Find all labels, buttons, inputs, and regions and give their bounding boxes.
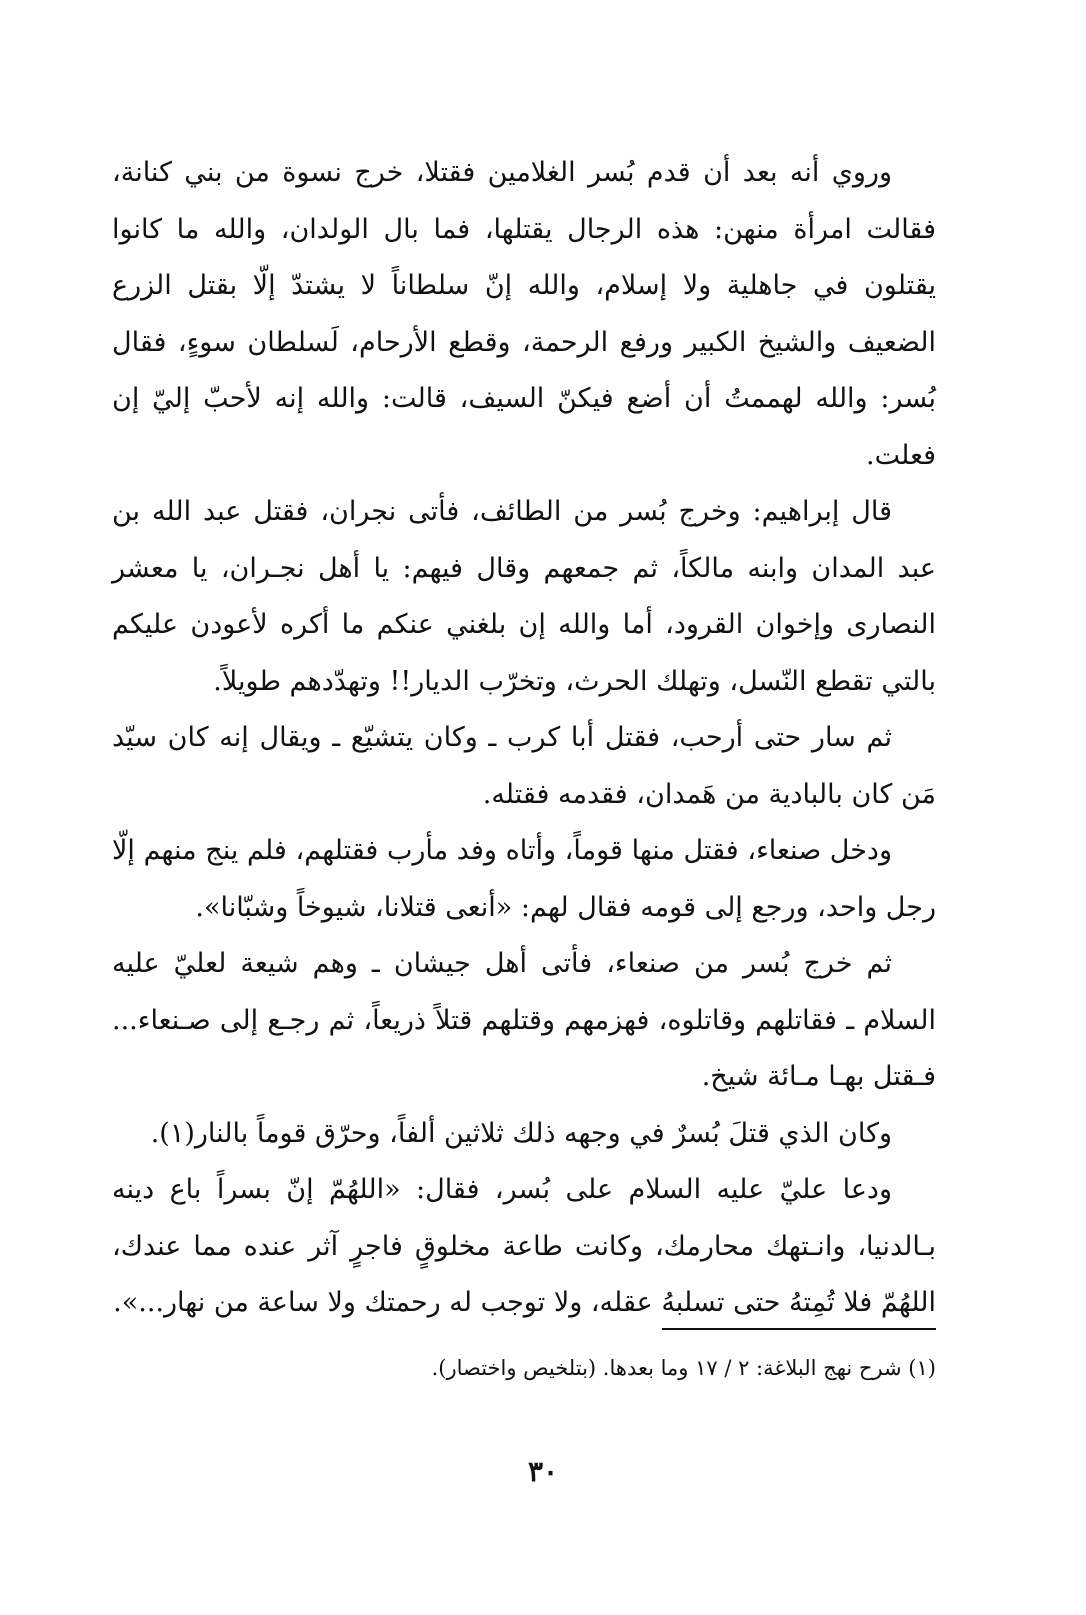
paragraph-1: وروي أنه بعد أن قدم بُسر الغلامين فقتلا، خرج نسوة من بني كنانة، فقالت امرأة منهن: هذه الرجال يقتلها، فما بال الولدان، والله ما كانوا يقتلون في جاهلية ولا إسلام، والله إنّ سلطاناً لا يشتدّ إلّا بقتل الزرع الضعيف والشيخ الكبير ورفع الرحمة، وقطع الأرحام، لَسلطان سوءٍ، فقال بُسر: والله لهممتُ أن أضع فيكنّ السيف، قالت: والله إنه لأحبّ إليّ إن فعلت. [112, 157, 936, 471]
footnote-separator [662, 1328, 936, 1330]
paragraph-4: ودخل صنعاء، فقتل منها قوماً، وأتاه وفد مأرب فقتلهم، فلم ينج منهم إلّا رجل واحد، ورجع إلى قومه فقال لهم: «أنعى قتلانا، شيوخاً وشبّانا». [112, 835, 936, 923]
page-number: ٣٠ [527, 1455, 559, 1488]
paragraph-7: ودعا عليّ عليه السلام على بُسر، فقال: «اللهُمّ إنّ بسراً باع دينه بـالدنيا، وانـتهك محارمك، وكانت طاعة مخلوقٍ فاجرٍ آثر عنده مما عندك، اللهُمّ فلا تُمِتهُ حتى تسلبهُ عقله، ولا توجب له رحمتك ولا ساعة من نهار...». [112, 1174, 936, 1318]
main-text [112, 145, 936, 1332]
footnote: (١) شرح نهج البلاغة: ٢ / ١٧ وما بعدها. (بتلخيص واختصار). [431, 1356, 936, 1380]
paragraph-2: قال إبراهيم: وخرج بُسر من الطائف، فأتى نجران، فقتل عبد الله بن عبد المدان وابنه مالكاً، ثم جمعهم وقال فيهم: يا أهل نجـران، يا معشر النصارى وإخوان القرود، أما والله إن بلغني عنكم ما أكره لأعودن عليكم بالتي تقطع النّسل، وتهلك الحرث، وتخرّب الديار!! وتهدّدهم طويلاً. [112, 496, 936, 697]
paragraph-3: ثم سار حتى أرحب، فقتل أبا كرب ـ وكان يتشيّع ـ ويقال إنه كان سيّد مَن كان بالبادية من هَمدان، فقدمه فقتله. [112, 722, 936, 810]
paragraph-6: وكان الذي قتلَ بُسرٌ في وجهه ذلك ثلاثين ألفاً، وحرّق قوماً بالنار(١). [150, 1117, 892, 1149]
paragraph-5: ثم خرج بُسر من صنعاء، فأتى أهل جيشان ـ وهم شيعة لعليّ عليه السلام ـ فقاتلهم وقاتلوه، فهزمهم وقتلهم قتلاً ذريعاً، ثم رجـع إلى صـنعاء... فـقتل بهـا مـائة شيخ. [112, 948, 936, 1092]
